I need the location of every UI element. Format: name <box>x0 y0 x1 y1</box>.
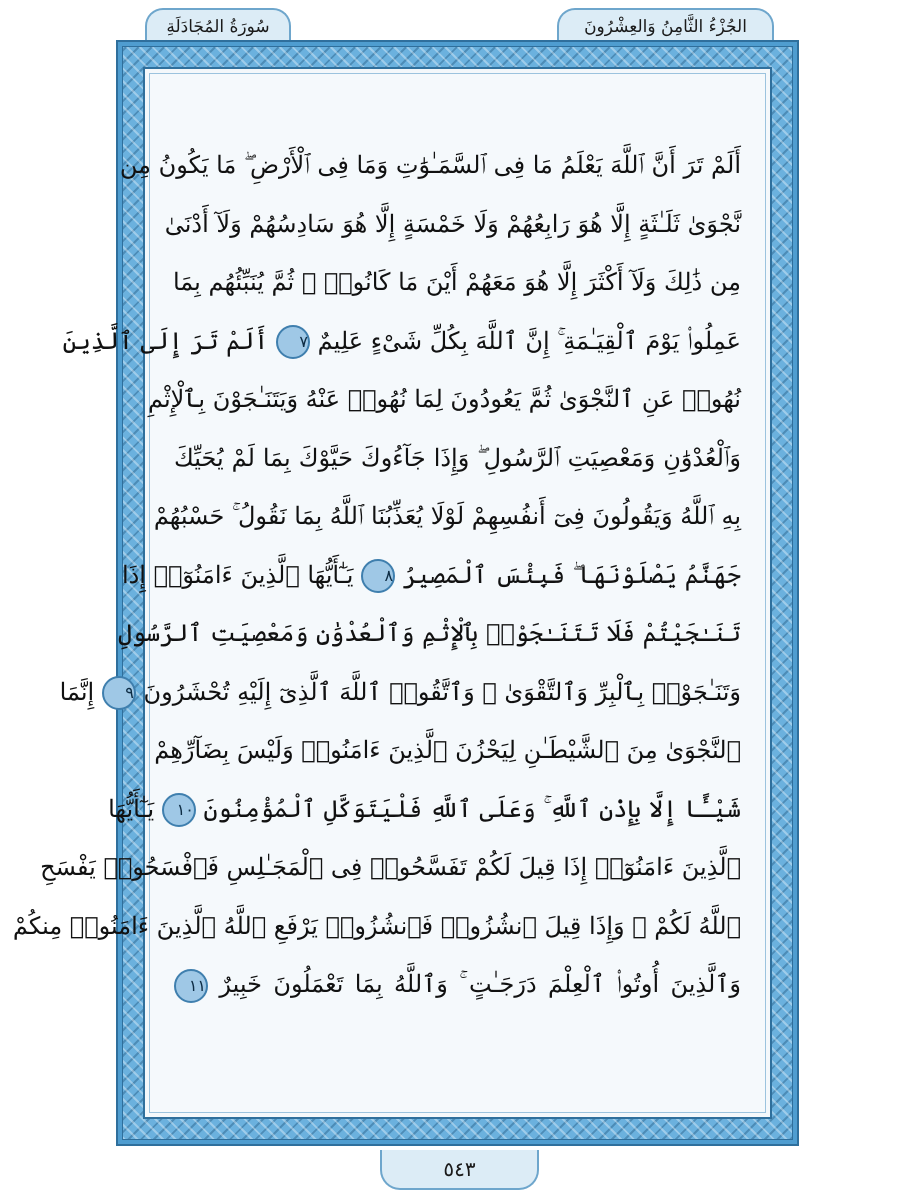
verse-line <box>164 195 741 254</box>
verse-line <box>108 780 741 839</box>
juz-header: الجُزْءُ الثَّامِنُ وَالعِشْرُونَ <box>557 8 774 44</box>
verse-line <box>62 312 741 371</box>
verse-line <box>174 253 741 312</box>
verse-text: وَٱلْعُدْوَٰنِ وَمَعْصِيَتِ ٱلرَّسُولِ ۖ وَإِذَا جَآءُوكَ حَيَّوْكَ بِمَا لَمْ يُحَيِّكَ <box>174 443 741 472</box>
verse-text: أَلَمْ تَرَ إِلَى ٱلَّذِينَ <box>62 326 269 355</box>
verse-text: يَـٰٓأَيُّهَا ٱلَّذِينَ ءَامَنُوٓا۟ إِذَا <box>121 560 354 589</box>
verse-line <box>174 955 741 1014</box>
verse-line <box>117 604 741 663</box>
verse-line <box>148 370 741 429</box>
verse-text: بِهِ ٱللَّهُ وَيَقُولُونَ فِىٓ أَنفُسِهِمْ لَوْلَا يُعَذِّبُنَا ٱللَّهُ بِمَا نَقُولُ ۚ حَسْبُهُمْ <box>153 502 741 530</box>
verse-lines <box>12 136 741 1014</box>
text-area <box>12 73 766 1113</box>
ayah-number-marker: ١٠ <box>162 793 196 827</box>
verse-text: ٱلنَّجْوَىٰ مِنَ ٱلشَّيْطَـٰنِ لِيَحْزُنَ ٱلَّذِينَ ءَامَنُوا۟ وَلَيْسَ بِضَآرِّهِمْ <box>154 736 741 764</box>
page-number: ٥٤٣ <box>380 1150 539 1190</box>
verse-text: نُهُوا۟ عَنِ ٱلنَّجْوَىٰ ثُمَّ يَعُودُونَ لِمَا نُهُوا۟ عَنْهُ وَيَتَنَـٰجَوْنَ بِٱلْإِثْمِ <box>148 385 741 413</box>
verse-line <box>154 721 741 780</box>
ornamental-frame <box>12 40 799 1146</box>
verse-line <box>59 663 741 722</box>
verse-text: إِنَّمَا <box>59 677 95 706</box>
verse-text: عَمِلُوا۟ يَوْمَ ٱلْقِيَـٰمَةِ ۚ إِنَّ ٱللَّهَ بِكُلِّ شَىْءٍ عَلِيمٌ <box>317 326 741 355</box>
verse-text: تَنَـٰجَيْتُمْ فَلَا تَتَنَـٰجَوْا۟ بِٱلْإِثْمِ وَٱلْعُدْوَٰنِ وَمَعْصِيَتِ ٱلرَّسُولِ <box>117 619 741 647</box>
ayah-number-marker: ٨ <box>361 559 395 593</box>
verse-text: نَّجْوَىٰ ثَلَـٰثَةٍ إِلَّا هُوَ رَابِعُهُمْ وَلَا خَمْسَةٍ إِلَّا هُوَ سَادِسُهُمْ وَلَآ أَدْنَىٰ <box>164 209 741 238</box>
verse-text: مِن ذَٰلِكَ وَلَآ أَكْثَرَ إِلَّا هُوَ مَعَهُمْ أَيْنَ مَا كَانُوا۟ ۖ ثُمَّ يُنَبِّئُهُم بِمَا <box>172 268 741 296</box>
verse-line <box>12 897 741 956</box>
verse-text: أَلَمْ تَرَ أَنَّ ٱللَّهَ يَعْلَمُ مَا فِى ٱلسَّمَـٰوَٰتِ وَمَا فِى ٱلْأَرْضِ ۖ مَا يَكُونُ مِن <box>119 151 741 179</box>
verse-text: ٱللَّهُ لَكُمْ ۖ وَإِذَا قِيلَ ٱنشُزُوا۟ فَٱنشُزُوا۟ يَرْفَعِ ٱللَّهُ ٱلَّذِينَ ءَامَنُوا۟ مِنكُمْ <box>12 911 741 940</box>
ayah-number-marker: ٧ <box>276 325 310 359</box>
verse-line <box>153 487 741 546</box>
verse-line <box>40 838 741 897</box>
frame-pattern <box>12 46 793 1140</box>
verse-text: وَتَنَـٰجَوْا۟ بِٱلْبِرِّ وَٱلتَّقْوَىٰ ۖ وَٱتَّقُوا۟ ٱللَّهَ ٱلَّذِىٓ إِلَيْهِ تُحْشَرُونَ <box>143 677 741 706</box>
verse-text: شَيْـًٔا إِلَّا بِإِذْنِ ٱللَّهِ ۚ وَعَلَى ٱللَّهِ فَلْيَتَوَكَّلِ ٱلْمُؤْمِنُونَ <box>203 794 741 823</box>
verse-text: يَـٰٓأَيُّهَا <box>108 794 155 823</box>
verse-line <box>119 136 741 195</box>
ayah-number-marker: ٩ <box>102 676 136 710</box>
verse-line <box>174 429 741 488</box>
ayah-number-marker: ١١ <box>174 969 208 1003</box>
verse-line <box>121 546 741 605</box>
surah-header: سُورَةُ المُجَادَلَةِ <box>145 8 291 44</box>
verse-text: جَهَنَّمُ يَصْلَوْنَهَا ۖ فَبِئْسَ ٱلْمَصِيرُ <box>402 560 741 589</box>
verse-text: ٱلَّذِينَ ءَامَنُوٓا۟ إِذَا قِيلَ لَكُمْ تَفَسَّحُوا۟ فِى ٱلْمَجَـٰلِسِ فَٱفْسَحُوا۟ يَفْسَحِ <box>40 853 741 881</box>
frame-inner-border <box>12 67 772 1119</box>
verse-text: وَٱلَّذِينَ أُوتُوا۟ ٱلْعِلْمَ دَرَجَـٰتٍ ۚ وَٱللَّهُ بِمَا تَعْمَلُونَ خَبِيرٌ <box>219 970 741 998</box>
